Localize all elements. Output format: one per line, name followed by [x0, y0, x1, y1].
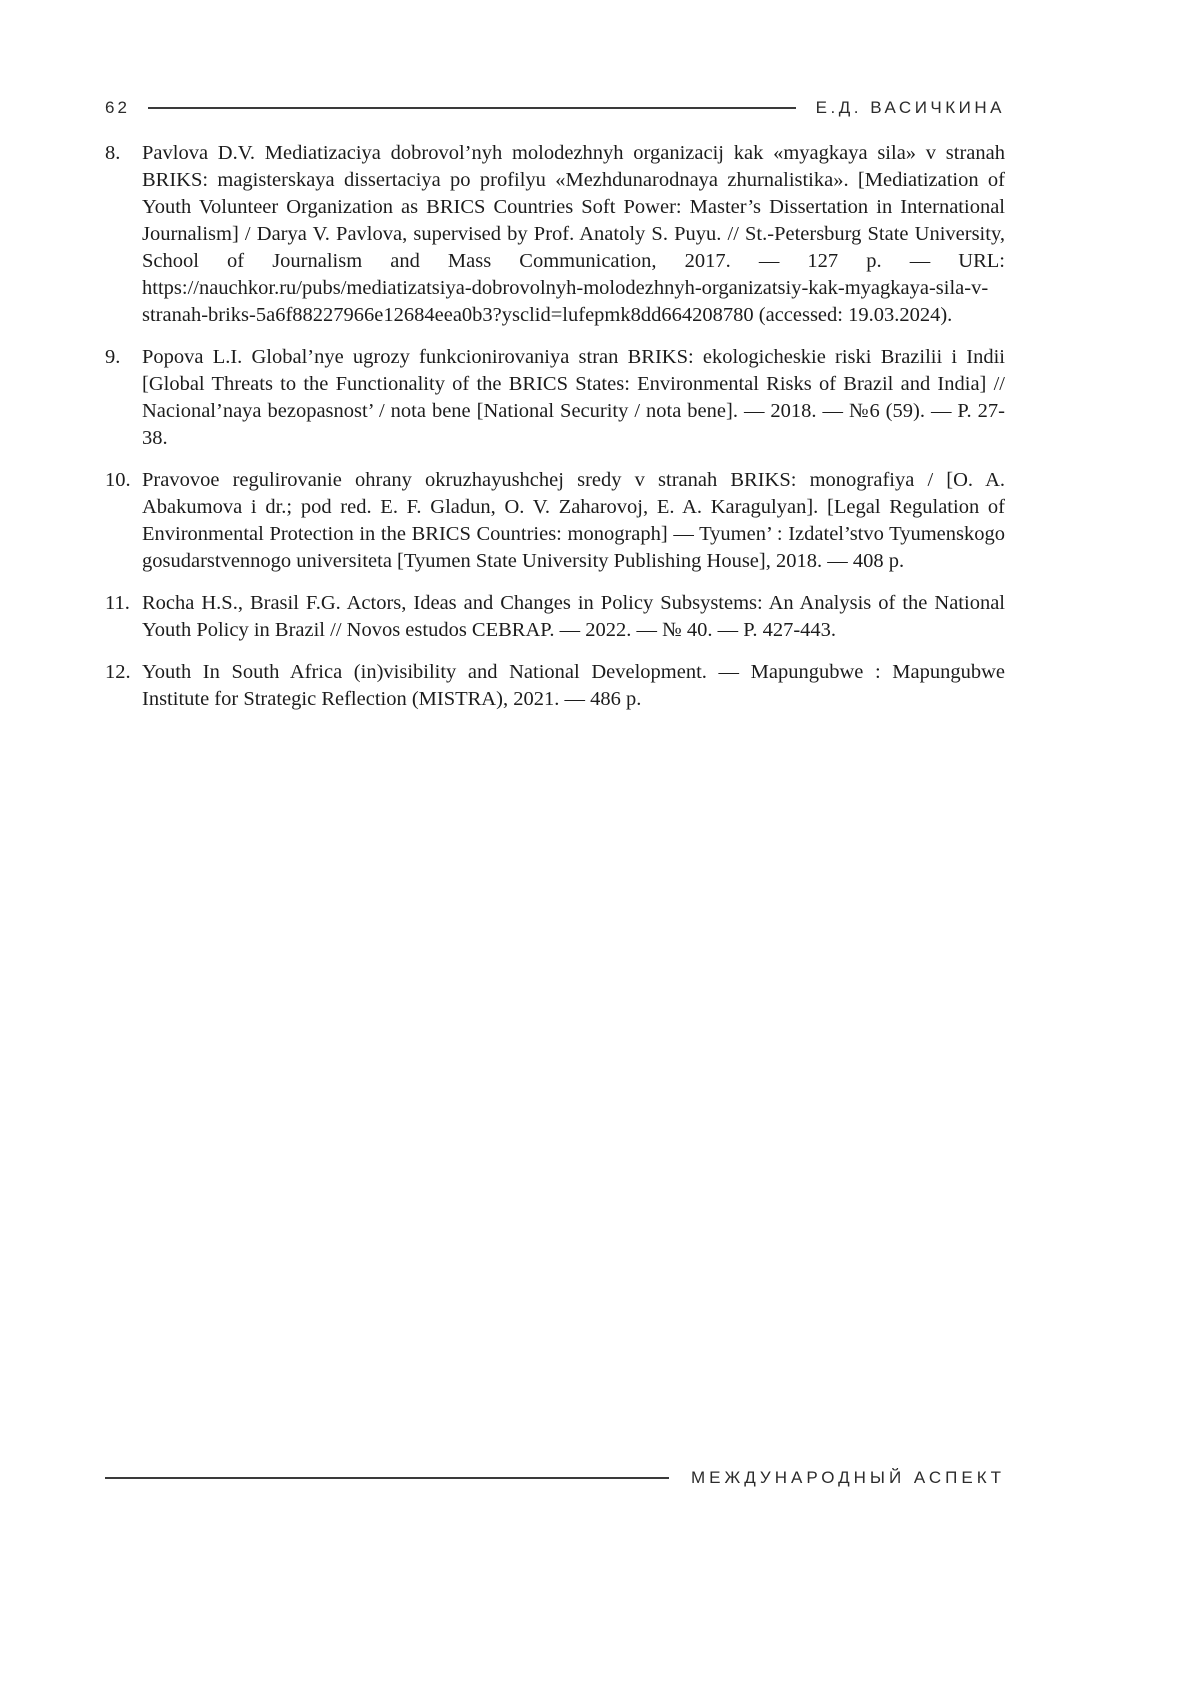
reference-number: 12.	[105, 661, 131, 683]
reference-item-9	[105, 344, 1005, 452]
reference-item-11	[105, 590, 1005, 644]
reference-item-12	[105, 659, 1005, 713]
reference-item-10	[105, 467, 1005, 575]
running-header	[105, 98, 1005, 118]
reference-text: Pavlova D.V. Mediatizaciya dobrovol’nyh molodezhnyh organizacij kak «myagkaya sila» v stranah BRIKS: magisterskaya dissertaciya po profilyu «Mezhdunarodnaya zhurnalistika». [Mediatization of Youth Volunteer Organization as BRICS Countries Soft Power: Master’s Dissertation in International Journalism] / Darya V. Pavlova, supervised by Prof. Anatoly S. Puyu. // St.-Petersburg State University, School of Journalism and Mass Communication, 2017. — 127 p. — URL: https://nauchkor.ru/pubs/mediatizatsiya-dobrovolnyh-molodezhnyh-organizatsiy-kak-myagkaya-sila-v-stranah-briks-5a6f88227966e12684eea0b3?ysclid=lufepmk8dd664208780 (accessed: 19.03.2024).	[142, 142, 1005, 326]
running-footer	[105, 1468, 1005, 1488]
reference-text: Popova L.I. Global’nye ugrozy funkcionirovaniya stran BRIKS: ekologicheskie riski Brazilii i Indii [Global Threats to the Functionality of the BRICS States: Environmental Risks of Brazil and India] // Nacional’naya bezopasnost’ / nota bene [National Security / nota bene]. — 2018. — №6 (59). — P. 27-38.	[142, 346, 1005, 449]
reference-number: 8.	[105, 142, 121, 164]
reference-item-8	[105, 140, 1005, 329]
reference-text: Pravovoe regulirovanie ohrany okruzhayushchej sredy v stranah BRIKS: monografiya / [O. A. Abakumova i dr.; pod red. E. F. Gladun, O. V. Zaharovoj, E. A. Karagulyan]. [Legal Regulation of Environmental Protection in the BRICS Countries: monograph] — Tyumen’ : Izdatel’stvo Tyumenskogo gosudarstvennogo universiteta [Tyumen State University Publishing House], 2018. — 408 p.	[142, 469, 1005, 572]
footer-rule	[105, 1477, 669, 1479]
header-rule	[148, 107, 796, 109]
reference-number: 9.	[105, 346, 121, 368]
header-author-title: Е.Д. ВАСИЧКИНА	[815, 98, 1005, 117]
reference-number: 10.	[105, 469, 131, 491]
footer-section-title: МЕЖДУНАРОДНЫЙ АСПЕКТ	[691, 1468, 1005, 1487]
page-number: 62	[105, 98, 130, 117]
page	[105, 0, 1005, 1697]
reference-text: Rocha H.S., Brasil F.G. Actors, Ideas and Changes in Policy Subsystems: An Analysis of the National Youth Policy in Brazil // Novos estudos CEBRAP. — 2022. — № 40. — P. 427-443.	[142, 592, 1005, 641]
reference-number: 11.	[105, 592, 130, 614]
reference-list	[105, 140, 1005, 728]
reference-text: Youth In South Africa (in)visibility and National Development. — Mapungubwe : Mapungubwe Institute for Strategic Reflection (MISTRA), 2021. — 486 p.	[142, 661, 1005, 710]
